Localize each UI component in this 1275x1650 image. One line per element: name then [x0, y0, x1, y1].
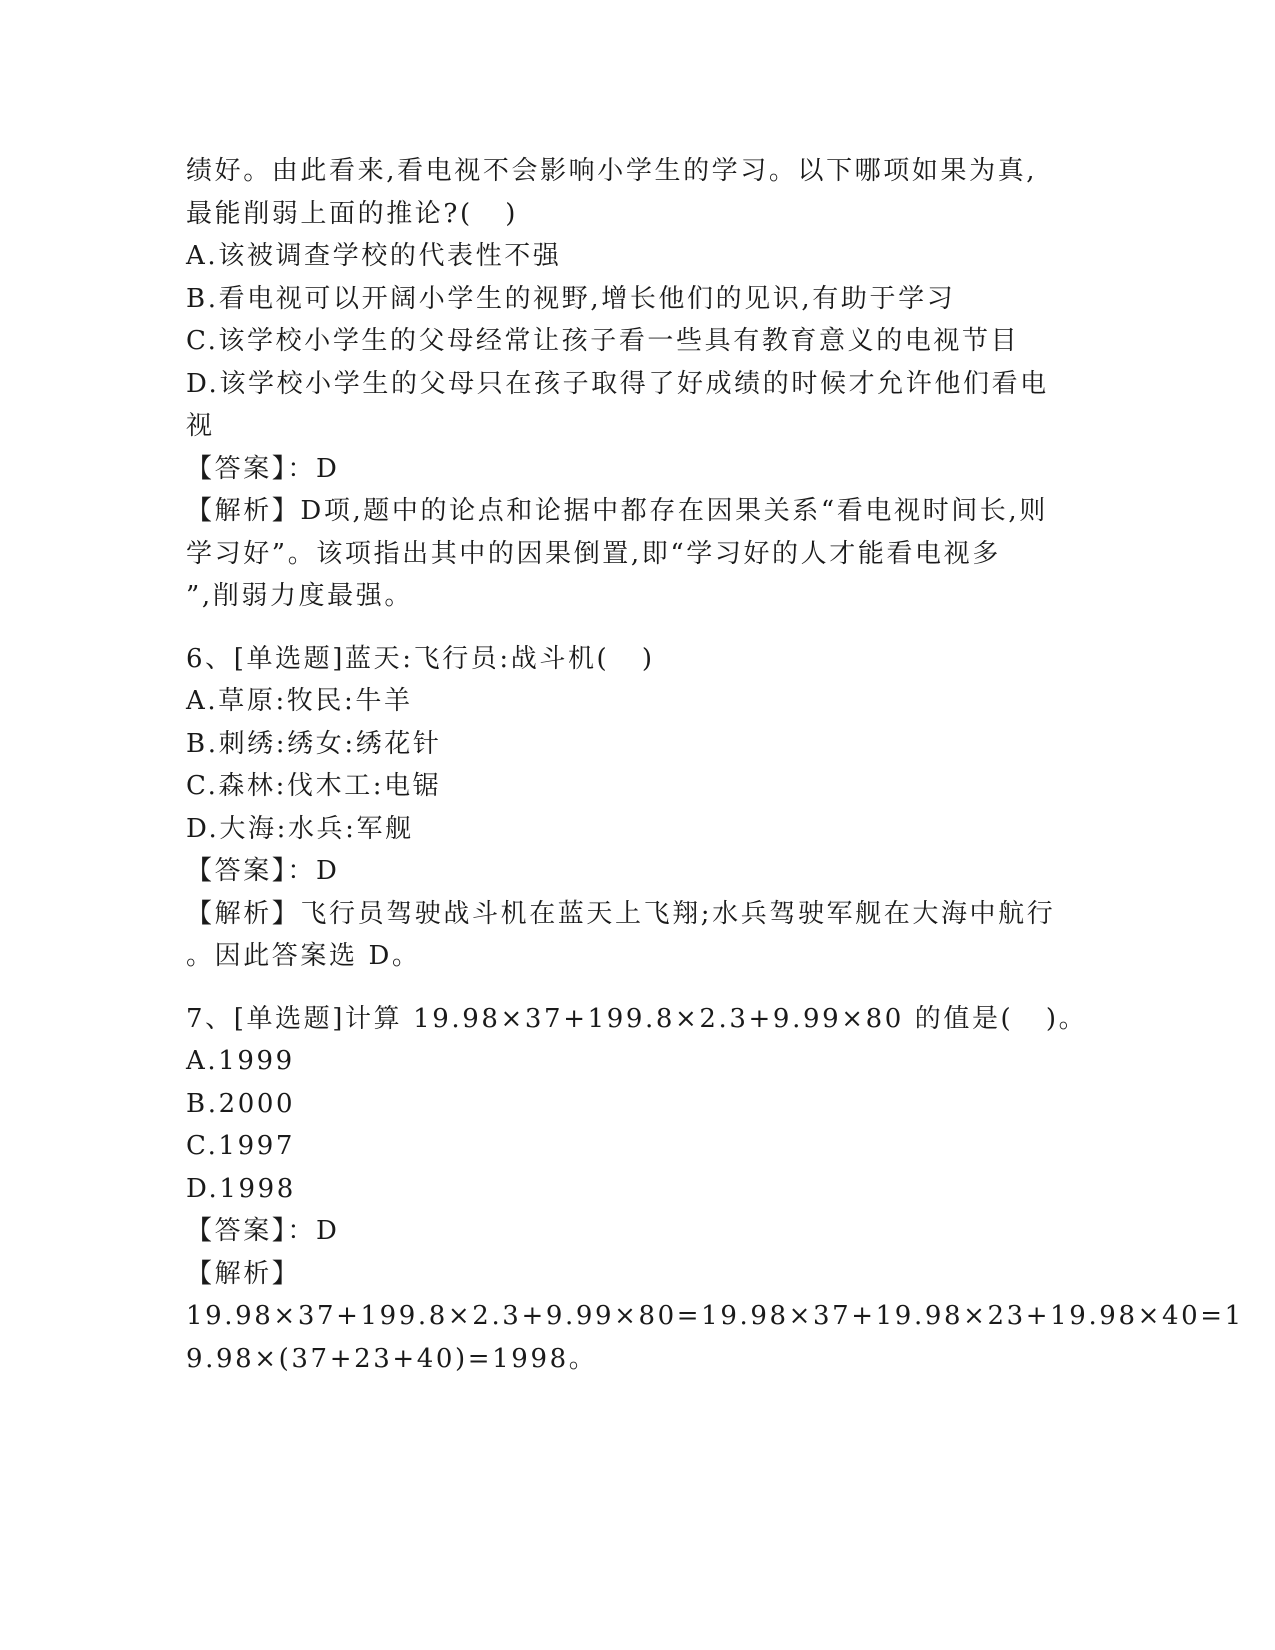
analysis-line: 【解析】D项,题中的论点和论据中都存在因果关系“看电视时间长,则 — [186, 496, 1048, 526]
option-b: B.看电视可以开阔小学生的视野,增长他们的见识,有助于学习 — [186, 283, 956, 314]
question-stem-line: 绩好。由此看来,看电视不会影响小学生的学习。以下哪项如果为真, — [186, 156, 1038, 186]
question-spacer — [186, 618, 1086, 638]
option-b: B.刺绣:绣女:绣花针 — [186, 728, 442, 759]
option-a: A.该被调查学校的代表性不强 — [186, 241, 562, 271]
answer: 【答案】：D — [186, 453, 340, 484]
option-a: A.草原:牧民:牛羊 — [186, 686, 413, 716]
option-c: C.该学校小学生的父母经常让孩子看一些具有教育意义的电视节目 — [186, 326, 1020, 356]
analysis-line: 学习好”。该项指出其中的因果倒置,即“学习好的人才能看电视多 — [186, 538, 1001, 569]
question-stem-line: 最能削弱上面的推论?( ) — [186, 198, 519, 229]
option-d: D.1998 — [186, 1173, 296, 1204]
question-7 — [186, 998, 1244, 1381]
question-stem: 7、[单选题]计算 19.98×37+199.8×2.3+9.99×80 的值是( )。 — [186, 1003, 1088, 1034]
option-d: D.该学校小学生的父母只在孩子取得了好成绩的时候才允许他们看电 — [186, 368, 1049, 399]
option-a: A.1999 — [186, 1046, 295, 1076]
option-b: B.2000 — [186, 1088, 296, 1119]
answer: 【答案】：D — [186, 856, 340, 886]
answer: 【答案】：D — [186, 1216, 340, 1246]
analysis-line: ”,削弱力度最强。 — [186, 581, 413, 611]
question-6 — [186, 638, 1086, 978]
question-spacer — [186, 978, 1086, 998]
analysis-label: 【解析】 — [186, 1258, 301, 1289]
analysis-line: 9.98×(37+23+40)=1998。 — [186, 1343, 598, 1374]
analysis-line: 。因此答案选 D。 — [186, 941, 421, 971]
document-page — [186, 150, 1244, 1380]
option-c: C.森林:伐木工:电锯 — [186, 771, 442, 801]
option-d: D.大海:水兵:军舰 — [186, 813, 414, 844]
analysis-line: 【解析】飞行员驾驶战斗机在蓝天上飞翔;水兵驾驶军舰在大海中航行 — [186, 898, 1056, 929]
question-5 — [186, 150, 1086, 618]
option-c: C.1997 — [186, 1131, 295, 1161]
question-stem: 6、[单选题]蓝天:飞行员:战斗机( ) — [186, 643, 655, 674]
option-d-continued: 视 — [186, 411, 215, 441]
analysis-line: 19.98×37+199.8×2.3+9.99×80=19.98×37+19.98×23+19.98×40=1 — [186, 1301, 1244, 1331]
